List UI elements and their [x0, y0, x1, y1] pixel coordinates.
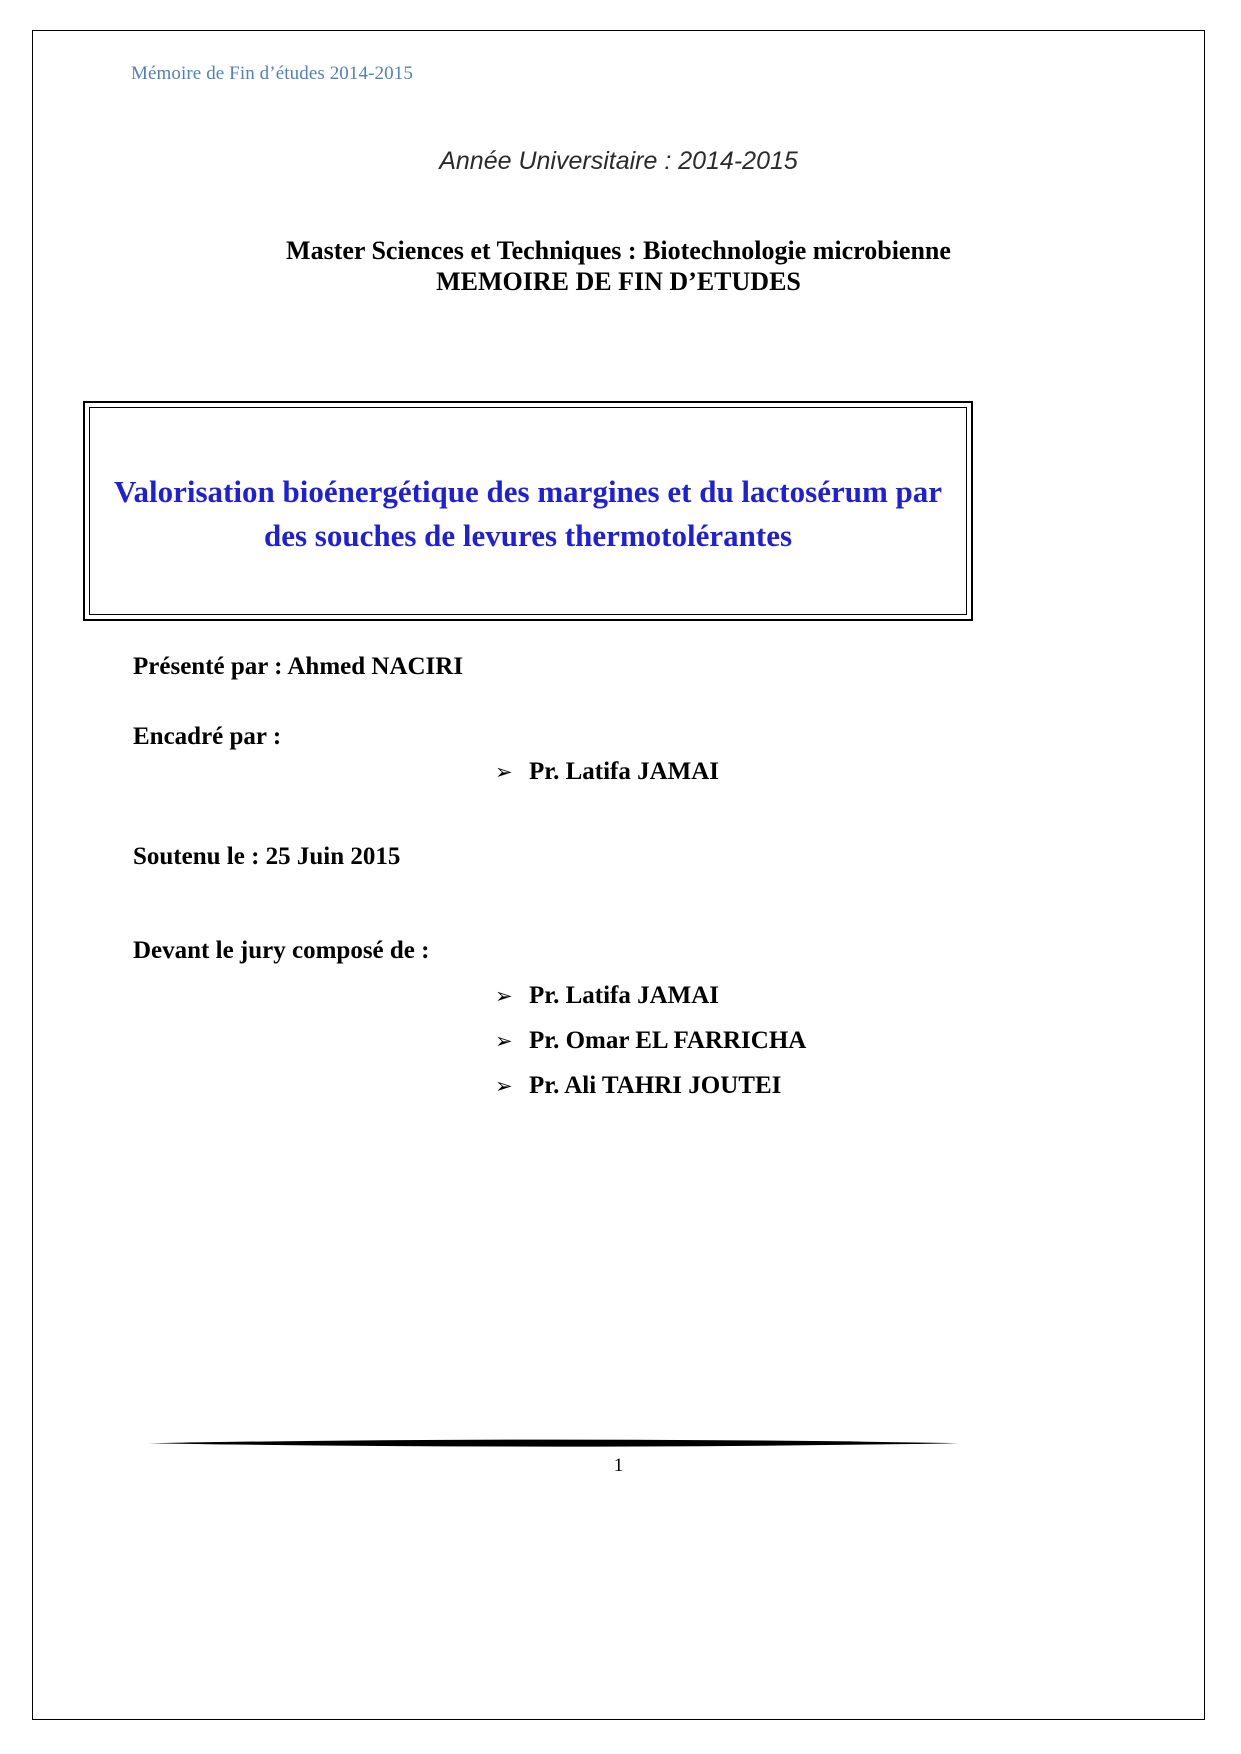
jury-member-name: Pr. Omar EL FARRICHA: [529, 1027, 807, 1054]
list-item: [495, 759, 719, 784]
program-block: [33, 236, 1204, 297]
arrowhead-bullet-icon: ➢: [495, 1074, 513, 1098]
list-item: [495, 1073, 806, 1098]
supervised-by-label: Encadré par :: [133, 723, 282, 750]
arrowhead-bullet-icon: ➢: [495, 760, 513, 784]
page-number: 1: [613, 1455, 624, 1476]
thesis-title-box-inner: [89, 407, 967, 615]
jury-member-name: Pr. Latifa JAMAI: [529, 982, 720, 1009]
arrowhead-bullet-icon: ➢: [495, 1029, 513, 1053]
program-name: Master Sciences et Techniques : Biotechnologie microbienne: [286, 236, 951, 265]
presented-by-label: Présenté par : Ahmed NACIRI: [133, 653, 464, 680]
list-item: [495, 983, 806, 1008]
page-frame: [32, 30, 1205, 1720]
jury-member-name: Pr. Ali TAHRI JOUTEI: [529, 1072, 782, 1099]
academic-year-line: Année Universitaire : 2014-2015: [439, 147, 798, 175]
list-item: [495, 1028, 806, 1053]
jury-label: Devant le jury composé de :: [133, 937, 430, 964]
page-content: [33, 31, 1204, 1719]
supervisor-name: Pr. Latifa JAMAI: [529, 758, 720, 785]
jury-list: [495, 983, 806, 1118]
page-title: Valorisation bioénergétique des margines et du lactosérum par des souches de levures thermotolérantes: [113, 473, 943, 553]
supervisors-list: [495, 759, 719, 804]
running-header: Mémoire de Fin d’études 2014-2015: [131, 63, 413, 84]
document-type: MEMOIRE DE FIN D’ETUDES: [436, 266, 801, 296]
arrowhead-bullet-icon: ➢: [495, 984, 513, 1008]
thesis-title-box: [83, 401, 973, 621]
defense-date-label: Soutenu le : 25 Juin 2015: [133, 843, 401, 870]
footer-divider: [149, 1439, 959, 1448]
